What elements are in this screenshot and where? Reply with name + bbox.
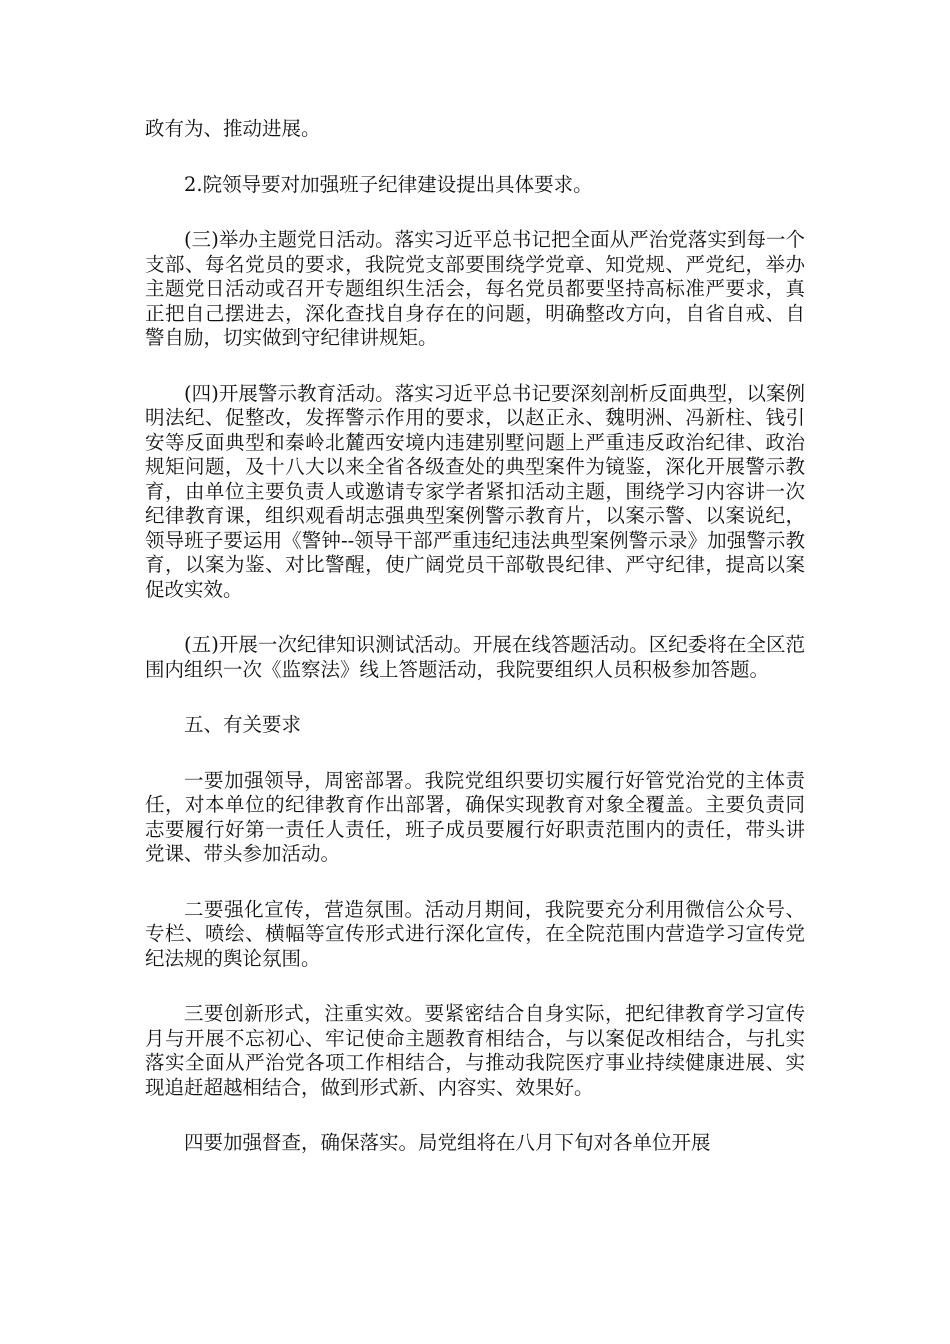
paragraph-requirement-1: 一要加强领导，周密部署。我院党组织要切实履行好管党治党的主体责任，对本单位的纪律教育作出部署，确保实现教育对象全覆盖。主要负责同志要履行好第一责任人责任，班子成员要履行好职责范围内的责任，带头讲党课、带头参加活动。	[145, 768, 805, 865]
paragraph-section-3: (三)举办主题党日活动。落实习近平总书记把全面从严治党落实到每一个支部、每名党员的要求，我院党支部要围绕学党章、知党规、严党纪，举办主题党日活动或召开专题组织生活会，每名党员都要坚持高标准严要求，真正把自己摆进去，深化查找自身存在的问题，明确整改方向，自省自戒、自警自励，切实做到守纪律讲规矩。	[145, 228, 805, 349]
paragraph-requirement-2: 二要强化宣传，营造氛围。活动月期间，我院要充分利用微信公众号、专栏、喷绘、横幅等宣传形式进行深化宣传，在全院范围内营造学习宣传党纪法规的舆论氛围。	[145, 897, 805, 970]
paragraph-continuation: 政有为、推动进展。	[145, 117, 321, 140]
paragraph-section-4: (四)开展警示教育活动。落实习近平总书记要深刻剖析反面典型，以案例明法纪、促整改，发挥警示作用的要求，以赵正永、魏明洲、冯新柱、钱引安等反面典型和秦岭北麓西安境内违建别墅问题上严重违反政治纪律、政治规矩问题，及十八大以来全省各级查处的典型案件为镜鉴，深化开展警示教育，由单位主要负责人或邀请专家学者紧扣活动主题，围绕学习内容讲一次纪律教育课，组织观看胡志强典型案例警示教育片，以案示警、以案说纪，领导班子要运用《警钟--领导干部严重违纪违法典型案例警示录》加强警示教育，以案为鉴、对比警醒，使广阔党员干部敬畏纪律、严守纪律，提高以案促改实效。	[145, 381, 805, 601]
paragraph-item-2: 2.院领导要对加强班子纪律建设提出具体要求。	[184, 172, 593, 196]
paragraph-requirement-4: 四要加强督查，确保落实。局党组将在八月下旬对各单位开展	[184, 1131, 711, 1154]
section-heading-requirements: 五、有关要求	[184, 713, 302, 736]
paragraph-section-5: (五)开展一次纪律知识测试活动。开展在线答题活动。区纪委将在全区范围内组织一次《监察法》线上答题活动，我院要组织人员积极参加答题。	[145, 633, 805, 681]
document-body	[145, 117, 805, 1187]
paragraph-requirement-3: 三要创新形式，注重实效。要紧密结合自身实际，把纪律教育学习宣传月与开展不忘初心、牢记使命主题教育相结合，与以案促改相结合，与扎实落实全面从严治党各项工作相结合，与推动我院医疗事业持续健康进展、实现追赶超越相结合，做到形式新、内容实、效果好。	[145, 1002, 805, 1099]
